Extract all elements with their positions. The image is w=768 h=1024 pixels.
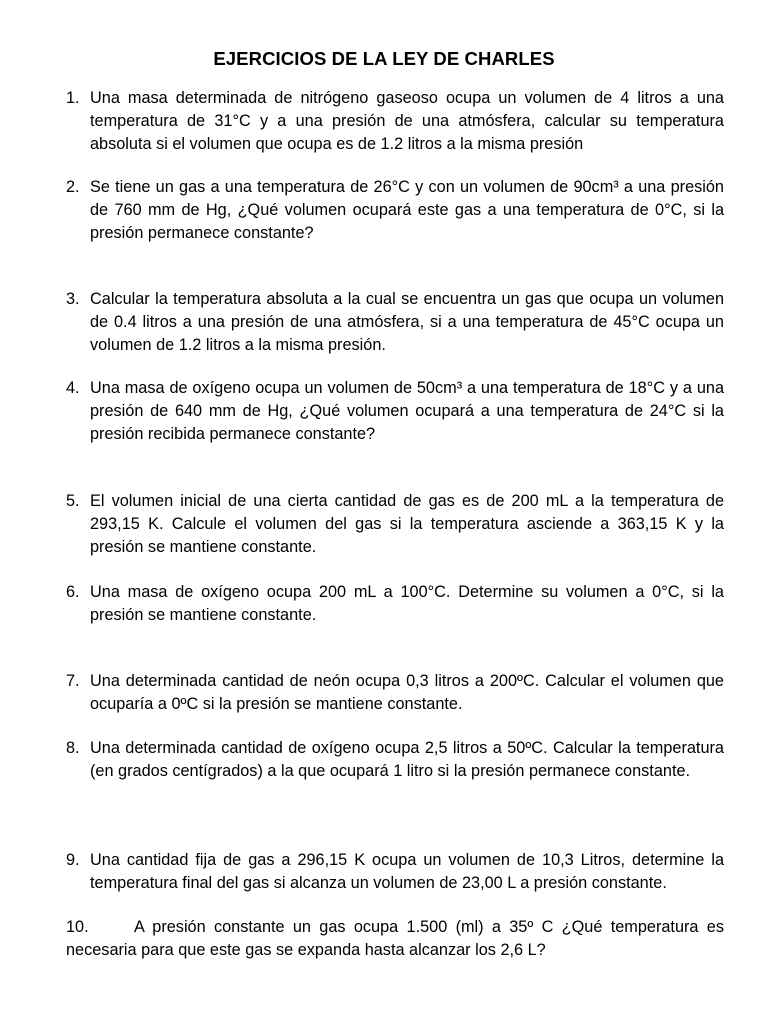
exercise-item-1	[66, 87, 724, 156]
exercise-text: El volumen inicial de una cierta cantidad de gas es de 200 mL a la temperatura de 293,15 K. Calcule el volumen del gas si la temperatura asciende a 363,15 K y la presión se mantiene constante.	[90, 492, 724, 556]
exercise-item-3	[66, 288, 724, 357]
exercise-text: Una masa de oxígeno ocupa 200 mL a 100°C. Determine su volumen a 0°C, si la presión se mantiene constante.	[90, 583, 724, 624]
exercise-number: 1.	[66, 89, 80, 107]
exercise-text: Una masa determinada de nitrógeno gaseoso ocupa un volumen de 4 litros a una temperatura de 31°C y a una presión de una atmósfera, calcular su temperatura absoluta si el volumen que ocupa es de 1.2 litros a la misma presión	[90, 89, 724, 153]
exercise-text: Calcular la temperatura absoluta a la cual se encuentra un gas que ocupa un volumen de 0.4 litros a una presión de una atmósfera, si a una temperatura de 45°C ocupa un volumen de 1.2 litros a la misma presión.	[90, 290, 724, 354]
document-title: EJERCICIOS DE LA LEY DE CHARLES	[213, 48, 555, 69]
exercise-item-7	[66, 670, 724, 716]
exercise-item-2	[66, 176, 724, 245]
exercise-item-5	[66, 490, 724, 559]
exercise-number: 4.	[66, 379, 80, 397]
exercise-number: 8.	[66, 739, 80, 757]
exercise-item-9	[66, 849, 724, 895]
exercise-text: Una determinada cantidad de oxígeno ocupa 2,5 litros a 50ºC. Calcular la temperatura (en grados centígrados) a la que ocupará 1 litro si la presión permanece constante.	[90, 739, 724, 780]
exercise-number: 10.	[66, 918, 89, 936]
exercise-text: Una cantidad fija de gas a 296,15 K ocupa un volumen de 10,3 Litros, determine la temperatura final del gas si alcanza un volumen de 23,00 L a presión constante.	[90, 851, 724, 892]
exercise-number: 5.	[66, 492, 80, 510]
exercise-item-4	[66, 377, 724, 446]
exercise-text: Se tiene un gas a una temperatura de 26°C y con un volumen de 90cm³ a una presión de 760 mm de Hg, ¿Qué volumen ocupará este gas a una temperatura de 0°C, si la presión permanece constante?	[90, 178, 724, 242]
exercise-number: 2.	[66, 178, 80, 196]
exercise-text: Una determinada cantidad de neón ocupa 0,3 litros a 200ºC. Calcular el volumen que ocuparía a 0ºC si la presión se mantiene constante.	[90, 672, 724, 713]
exercise-number: 6.	[66, 583, 80, 601]
exercise-number: 7.	[66, 672, 80, 690]
exercise-number: 9.	[66, 851, 80, 869]
exercise-text: Una masa de oxígeno ocupa un volumen de 50cm³ a una temperatura de 18°C y a una presión de 640 mm de Hg, ¿Qué volumen ocupará a una temperatura de 24°C si la presión recibida permanece constante?	[90, 379, 724, 443]
exercise-item-10	[66, 916, 724, 962]
exercise-text: A presión constante un gas ocupa 1.500 (ml) a 35º C ¿Qué temperatura es necesaria para que este gas se expanda hasta alcanzar los 2,6 L?	[66, 918, 724, 959]
exercise-item-8	[66, 737, 724, 783]
exercise-item-6	[66, 581, 724, 627]
exercise-number: 3.	[66, 290, 80, 308]
